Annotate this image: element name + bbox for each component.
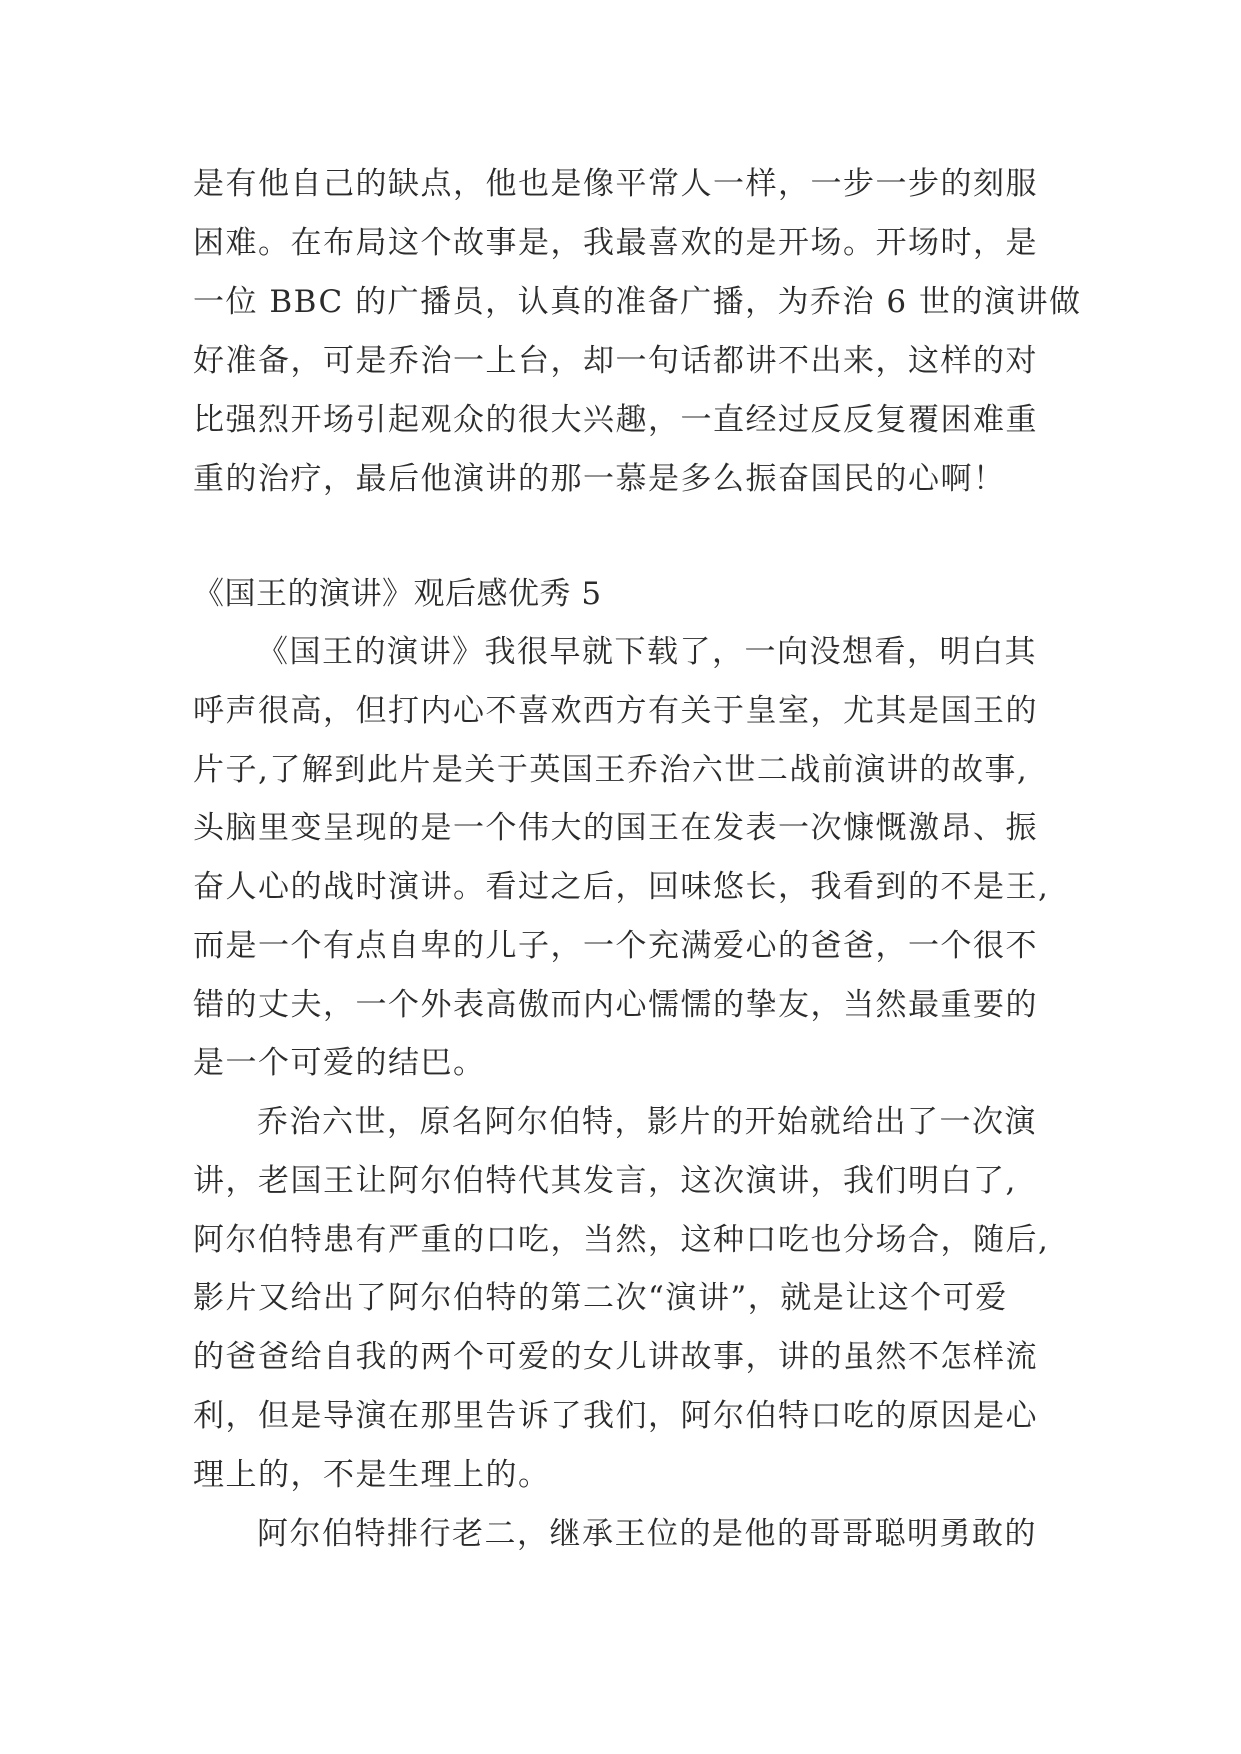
text-line: 影片又给出了阿尔伯特的第二次“演讲”，就是让这个可爱	[193, 1280, 1008, 1316]
text-line: 讲，老国王让阿尔伯特代其发言，这次演讲，我们明白了,	[193, 1163, 1017, 1199]
text-line: 阿尔伯特患有严重的口吃，当然，这种口吃也分场合，随后,	[193, 1222, 1050, 1258]
text-line: 乔治六世，原名阿尔伯特，影片的开始就给出了一次演	[257, 1104, 1037, 1140]
text-line: 是一个可爱的结巴。	[193, 1045, 486, 1081]
text-line: 是有他自己的缺点，他也是像平常人一样，一步一步的刻服	[193, 166, 1038, 202]
text-line: 呼声很高，但打内心不喜欢西方有关于皇室，尤其是国王的	[193, 693, 1038, 729]
text-line: 的爸爸给自我的两个可爱的女儿讲故事，讲的虽然不怎样流	[193, 1339, 1038, 1375]
text-line: 理上的，不是生理上的。	[193, 1457, 551, 1493]
text-line: 重的治疗，最后他演讲的那一慕是多么振奋国民的心啊！	[193, 461, 1006, 497]
text-line: 奋人心的战时演讲。看过之后，回味悠长，我看到的不是王,	[193, 869, 1050, 905]
text-line: 头脑里变呈现的是一个伟大的国王在发表一次慷慨激昂、振	[193, 810, 1038, 846]
section-heading: 《国王的演讲》观后感优秀 5	[193, 576, 602, 612]
text-line: 错的丈夫，一个外表高傲而内心懦懦的挚友，当然最重要的	[193, 987, 1038, 1023]
text-line: 好准备，可是乔治一上台，却一句话都讲不出来，这样的对	[193, 343, 1038, 379]
text-line: 比强烈开场引起观众的很大兴趣，一直经过反反复覆困难重	[193, 402, 1038, 438]
text-line: 困难。在布局这个故事是，我最喜欢的是开场。开场时，是	[193, 225, 1038, 261]
text-line: 《国王的演讲》我很早就下载了，一向没想看，明白其	[257, 634, 1037, 670]
text-line: 阿尔伯特排行老二，继承王位的是他的哥哥聪明勇敢的	[257, 1516, 1037, 1552]
text-line: 利，但是导演在那里告诉了我们，阿尔伯特口吃的原因是心	[193, 1398, 1038, 1434]
text-line: 片子,了解到此片是关于英国王乔治六世二战前演讲的故事,	[193, 752, 1029, 788]
text-line: 而是一个有点自卑的儿子，一个充满爱心的爸爸，一个很不	[193, 928, 1038, 964]
text-line: 一位 BBC 的广播员，认真的准备广播，为乔治 6 世的演讲做	[193, 284, 1082, 320]
